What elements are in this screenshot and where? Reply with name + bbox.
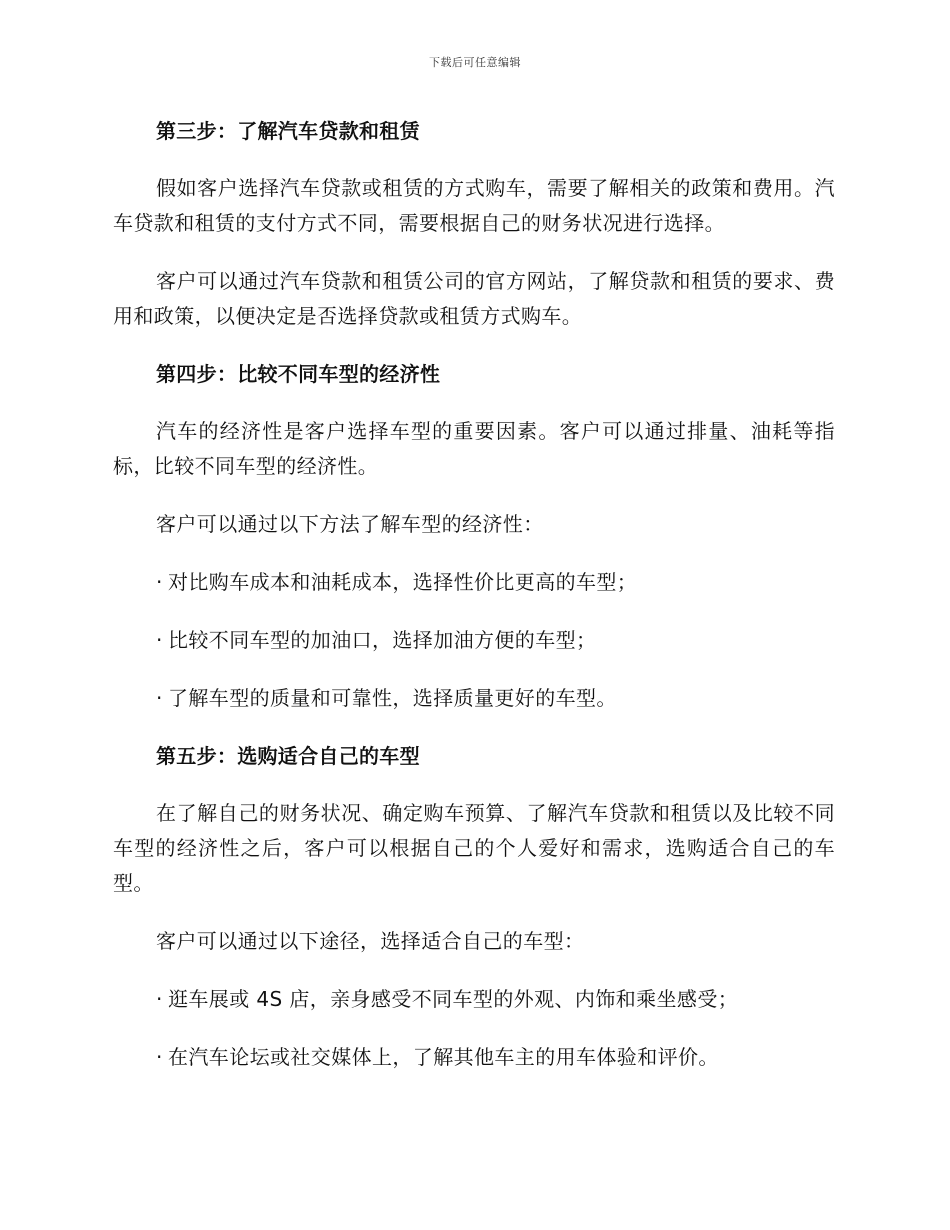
list-item-text: 了解车型的质量和可靠性，选择质量更好的车型。 [168, 686, 617, 710]
document-body [113, 114, 835, 1098]
list-item [113, 565, 835, 600]
section-heading-step5: 第五步：选购适合自己的车型 [156, 744, 420, 768]
list-item-text: 在汽车论坛或社交媒体上，了解其他车主的用车体验和评价。 [168, 1045, 719, 1069]
paragraph: 假如客户选择汽车贷款或租赁的方式购车，需要了解相关的政策和费用。汽车贷款和租赁的支付方式不同，需要根据自己的财务状况进行选择。 [113, 176, 835, 235]
list-intro: 客户可以通过以下途径，选择适合自己的车型： [156, 929, 585, 953]
bullet-marker: · [156, 570, 163, 594]
list-item [113, 982, 835, 1017]
list-intro: 客户可以通过以下方法了解车型的经济性： [156, 512, 544, 536]
section-heading-step3: 第三步：了解汽车贷款和租赁 [156, 119, 420, 143]
paragraph: 汽车的经济性是客户选择车型的重要因素。客户可以通过排量、油耗等指标，比较不同车型的经济性。 [113, 419, 835, 478]
paragraph: 客户可以通过汽车贷款和租赁公司的官方网站，了解贷款和租赁的要求、费用和政策，以便决定是否选择贷款或租赁方式购车。 [113, 269, 835, 328]
list-item [113, 681, 835, 716]
list-item-text: 对比购车成本和油耗成本，选择性价比更高的车型； [168, 570, 638, 594]
list-item [113, 1040, 835, 1075]
list-item [113, 623, 835, 658]
list-item-text: 逛车展或 4S 店，亲身感受不同车型的外观、内饰和乘坐感受； [168, 987, 739, 1011]
bullet-marker: · [156, 628, 163, 652]
section-heading-step4: 第四步：比较不同车型的经济性 [156, 362, 441, 386]
bullet-marker: · [156, 987, 163, 1011]
paragraph: 在了解自己的财务状况、确定购车预算、了解汽车贷款和租赁以及比较不同车型的经济性之后，客户可以根据自己的个人爱好和需求，选购适合自己的车型。 [113, 801, 835, 895]
bullet-marker: · [156, 686, 163, 710]
bullet-marker: · [156, 1045, 163, 1069]
list-item-text: 比较不同车型的加油口，选择加油方便的车型； [168, 628, 597, 652]
page-header: 下载后可任意编辑 [429, 56, 521, 69]
